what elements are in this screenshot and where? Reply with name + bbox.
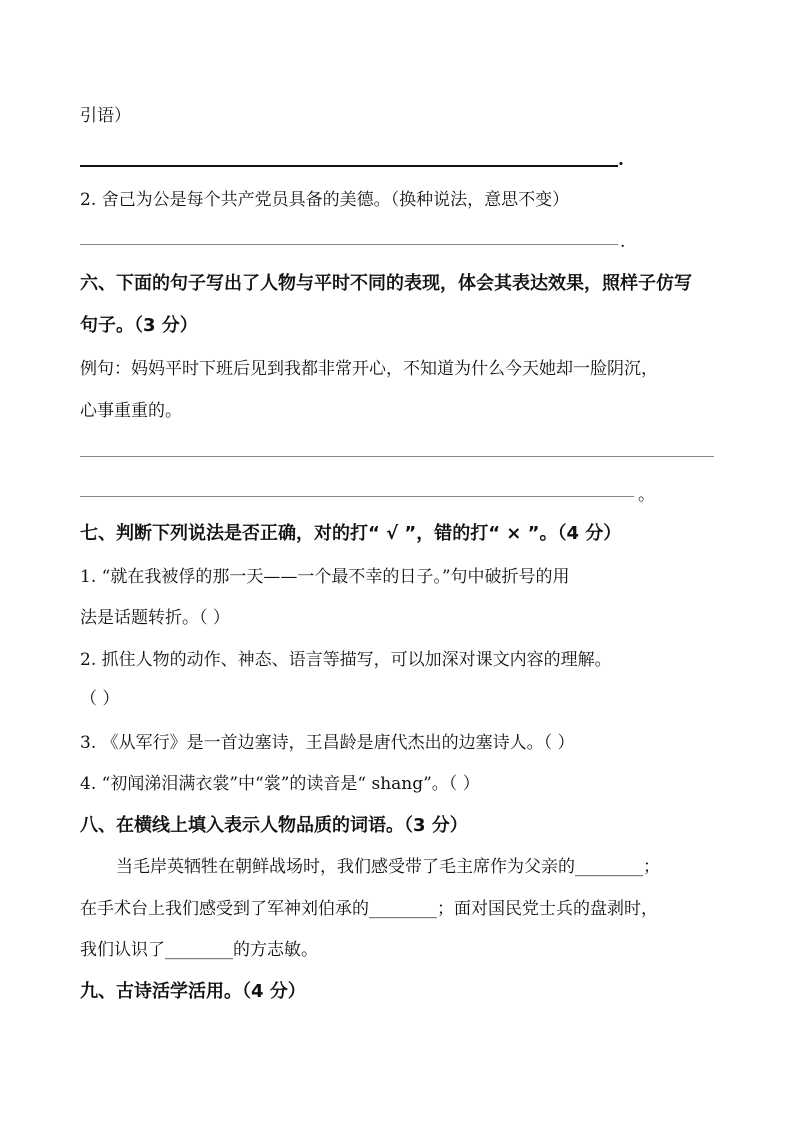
fill-paragraph-cont: 在手术台上我们感受到了军神刘伯承的________；面对国民党士兵的盘剥时， [80, 899, 658, 919]
answer-line-end: . [620, 232, 626, 252]
section-6-title: 六、下面的句子写出了人物与平时不同的表现，体会其表达效果，照样子仿写 [80, 273, 692, 294]
section-7-title: 七、判断下列说法是否正确，对的打“ √ ”，错的打“ × ”。（4 分） [80, 523, 622, 544]
section-8-title: 八、在横线上填入表示人物品质的词语。（3 分） [80, 815, 468, 836]
section-6-title-cont: 句子。（3 分） [80, 315, 198, 336]
judge-item-3: 3. 《从军行》是一首边塞诗，王昌龄是唐代杰出的边塞诗人。（ ） [80, 733, 575, 753]
judge-item-4: 4. “初闻涕泪满衣裳”中“裳”的读音是“ shang”。（ ） [80, 774, 480, 794]
answer-line-end: 。 [638, 485, 655, 505]
section-9-title: 九、古诗活学活用。（4 分） [80, 981, 306, 1002]
judge-item-1-cont: 法是话题转折。（ ） [80, 608, 230, 628]
judge-item-2: 2. 抓住人物的动作、神态、语言等描写，可以加深对课文内容的理解。 [80, 650, 612, 670]
judge-item-1: 1. “就在我被俘的那一天——一个最不幸的日子。”句中破折号的用 [80, 567, 570, 587]
answer-line-end: . [618, 150, 624, 170]
example-sentence-cont: 心事重重的。 [80, 401, 182, 421]
answer-line [80, 456, 714, 457]
fill-paragraph: 当毛岸英牺牲在朝鲜战场时，我们感受带了毛主席作为父亲的________； [116, 857, 660, 877]
answer-line [80, 244, 618, 245]
answer-line [80, 496, 634, 497]
fill-paragraph-cont: 我们认识了________的方志敏。 [80, 940, 318, 960]
judge-item-2-cont: （ ） [80, 689, 120, 709]
text-line: 引语） [80, 106, 131, 126]
example-sentence: 例句：妈妈平时下班后见到我都非常开心，不知道为什么今天她却一脸阴沉， [80, 359, 658, 379]
answer-line [80, 165, 618, 167]
question-5-2: 2. 舍己为公是每个共产党员具备的美德。（换种说法，意思不变） [80, 190, 570, 210]
